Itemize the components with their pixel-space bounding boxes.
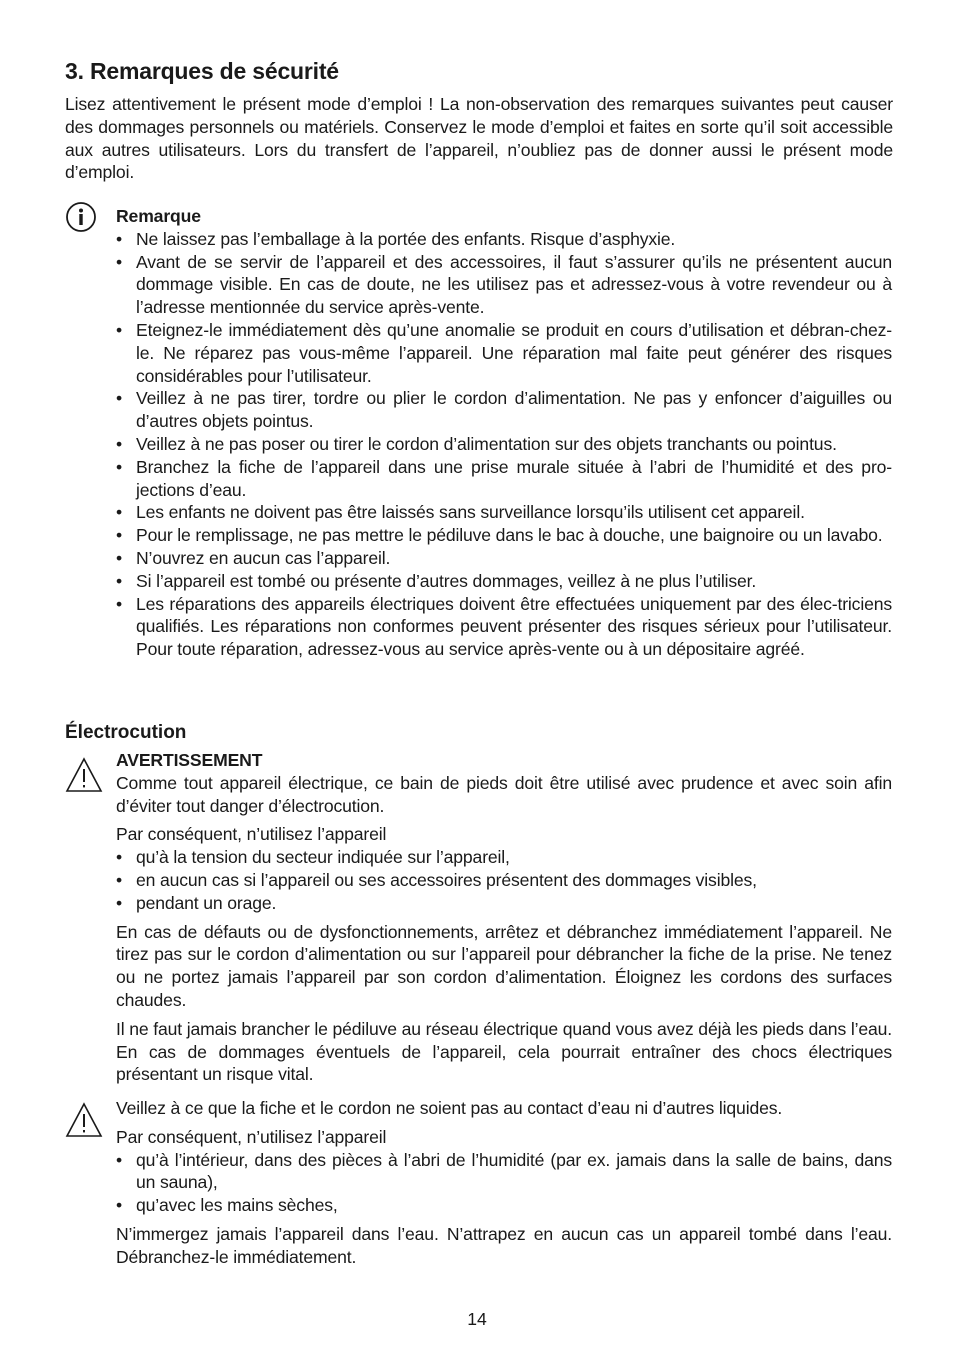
list-item: • N’ouvrez en aucun cas l’appareil. bbox=[116, 547, 892, 570]
note-block bbox=[116, 205, 892, 661]
list-item: • Les enfants ne doivent pas être laissés sans surveillance lorsqu’ils utilisent cet appareil. bbox=[116, 501, 892, 524]
note-label: Remarque bbox=[116, 206, 201, 226]
list-item: • Avant de se servir de l’appareil et des accessoires, il faut s’assurer qu’ils ne présentent aucun dommage visible. En cas de doute, ne les utilisez pas et adressez-vous à votre revendeur ou à l’adresse mentionnée du service après-vente. bbox=[116, 251, 892, 319]
warning-triangle-icon bbox=[65, 757, 103, 793]
water-warning-text: Veillez à ce que la fiche et le cordon ne soient pas au contact d’eau ni d’autres liquides. bbox=[116, 1098, 783, 1118]
list-item: • Eteignez-le immédiatement dès qu’une anomalie se produit en cours d’utilisation et débran-chez-le. Ne réparez pas vous-même l’appareil. Une réparation mal faite peut générer des risques considérables pour l’utilisateur. bbox=[116, 319, 892, 387]
water-list bbox=[116, 1149, 892, 1217]
warning-triangle-icon bbox=[65, 1102, 103, 1138]
electrocution-block bbox=[116, 749, 892, 1086]
page-title: 3. Remarques de sécurité bbox=[65, 58, 339, 84]
list-item: • en aucun cas si l’appareil ou ses accessoires présentent des dommages visibles, bbox=[116, 869, 892, 892]
lead-text: Par conséquent, n’utilisez l’appareil bbox=[116, 1126, 387, 1147]
feet-paragraph: Il ne faut jamais brancher le pédiluve au réseau électrique quand vous avez déjà les pieds dans l’eau. En cas de dommages éventuels de l’appareil, cela pourrait entraîner des chocs électriques présentant un risque vital. bbox=[116, 1018, 892, 1085]
note-list bbox=[116, 228, 892, 661]
lead-text: Par conséquent, n’utilisez l’appareil bbox=[116, 824, 387, 845]
list-item: • Les réparations des appareils électriques doivent être effectuées uniquement par des élec-triciens qualifiés. Les réparations non conformes peuvent présenter des risques sérieux pour l’utilisateur. Pour toute réparation, adressez-vous au service après-vente ou à un dépositaire agréé. bbox=[116, 593, 892, 661]
list-item: • qu’à l’intérieur, dans des pièces à l’abri de l’humidité (par ex. jamais dans la salle de bains, dans un sauna), bbox=[116, 1149, 892, 1195]
list-item: • qu’avec les mains sèches, bbox=[116, 1194, 892, 1217]
list-item: • Ne laissez pas l’emballage à la portée des enfants. Risque d’asphyxie. bbox=[116, 228, 892, 251]
info-icon bbox=[65, 201, 97, 233]
warning-text: Comme tout appareil électrique, ce bain de pieds doit être utilisé avec prudence et avec soin afin d’éviter tout danger d’électrocution. bbox=[116, 772, 892, 816]
list-item: • Si l’appareil est tombé ou présente d’autres dommages, veillez à ne plus l’utiliser. bbox=[116, 570, 892, 593]
list-item: • Veillez à ne pas poser ou tirer le cordon d’alimentation sur des objets tranchants ou pointus. bbox=[116, 433, 892, 456]
list-item: • Branchez la fiche de l’appareil dans une prise murale située à l’abri de l’humidité et des pro-jections d’eau. bbox=[116, 456, 892, 502]
defects-paragraph: En cas de défauts ou de dysfonctionnements, arrêtez et débranchez immédiatement l’appareil. Ne tirez pas sur le cordon d’alimentation ou sur l’appareil pour débrancher la fiche de la prise. Ne tenez ou ne portez jamais l’appareil par son cordon d’alimentation. Éloignez les cordons des surfaces chaudes. bbox=[116, 921, 892, 1010]
list-item: • qu’à la tension du secteur indiquée sur l’appareil, bbox=[116, 846, 892, 869]
list-item: • pendant un orage. bbox=[116, 892, 892, 915]
list-item: • Pour le remplissage, ne pas mettre le pédiluve dans le bac à douche, une baignoire ou un lavabo. bbox=[116, 524, 892, 547]
water-block bbox=[116, 1097, 892, 1269]
closing-paragraph: N’immergez jamais l’appareil dans l’eau. N’attrapez en aucun cas un appareil tombé dans l’eau. Débranchez-le immédiatement. bbox=[116, 1223, 892, 1267]
list-item: • Veillez à ne pas tirer, tordre ou plier le cordon d’alimentation. Ne pas y enfoncer d’aiguilles ou d’autres objets pointus. bbox=[116, 387, 892, 433]
page-number: 14 bbox=[467, 1309, 487, 1329]
section-title-electrocution: Électrocution bbox=[65, 722, 187, 743]
warning-label: AVERTISSEMENT bbox=[116, 750, 263, 770]
usage-list bbox=[116, 846, 892, 914]
intro-paragraph: Lisez attentivement le présent mode d’emploi ! La non-observation des remarques suivantes peut causer des dommages personnels ou matériels. Conservez le mode d’emploi et faites en sorte qu’il soit accessible aux autres utilisateurs. Lors du transfert de l’appareil, n’oubliez pas de donner aussi le présent mode d’emploi. bbox=[65, 94, 893, 183]
